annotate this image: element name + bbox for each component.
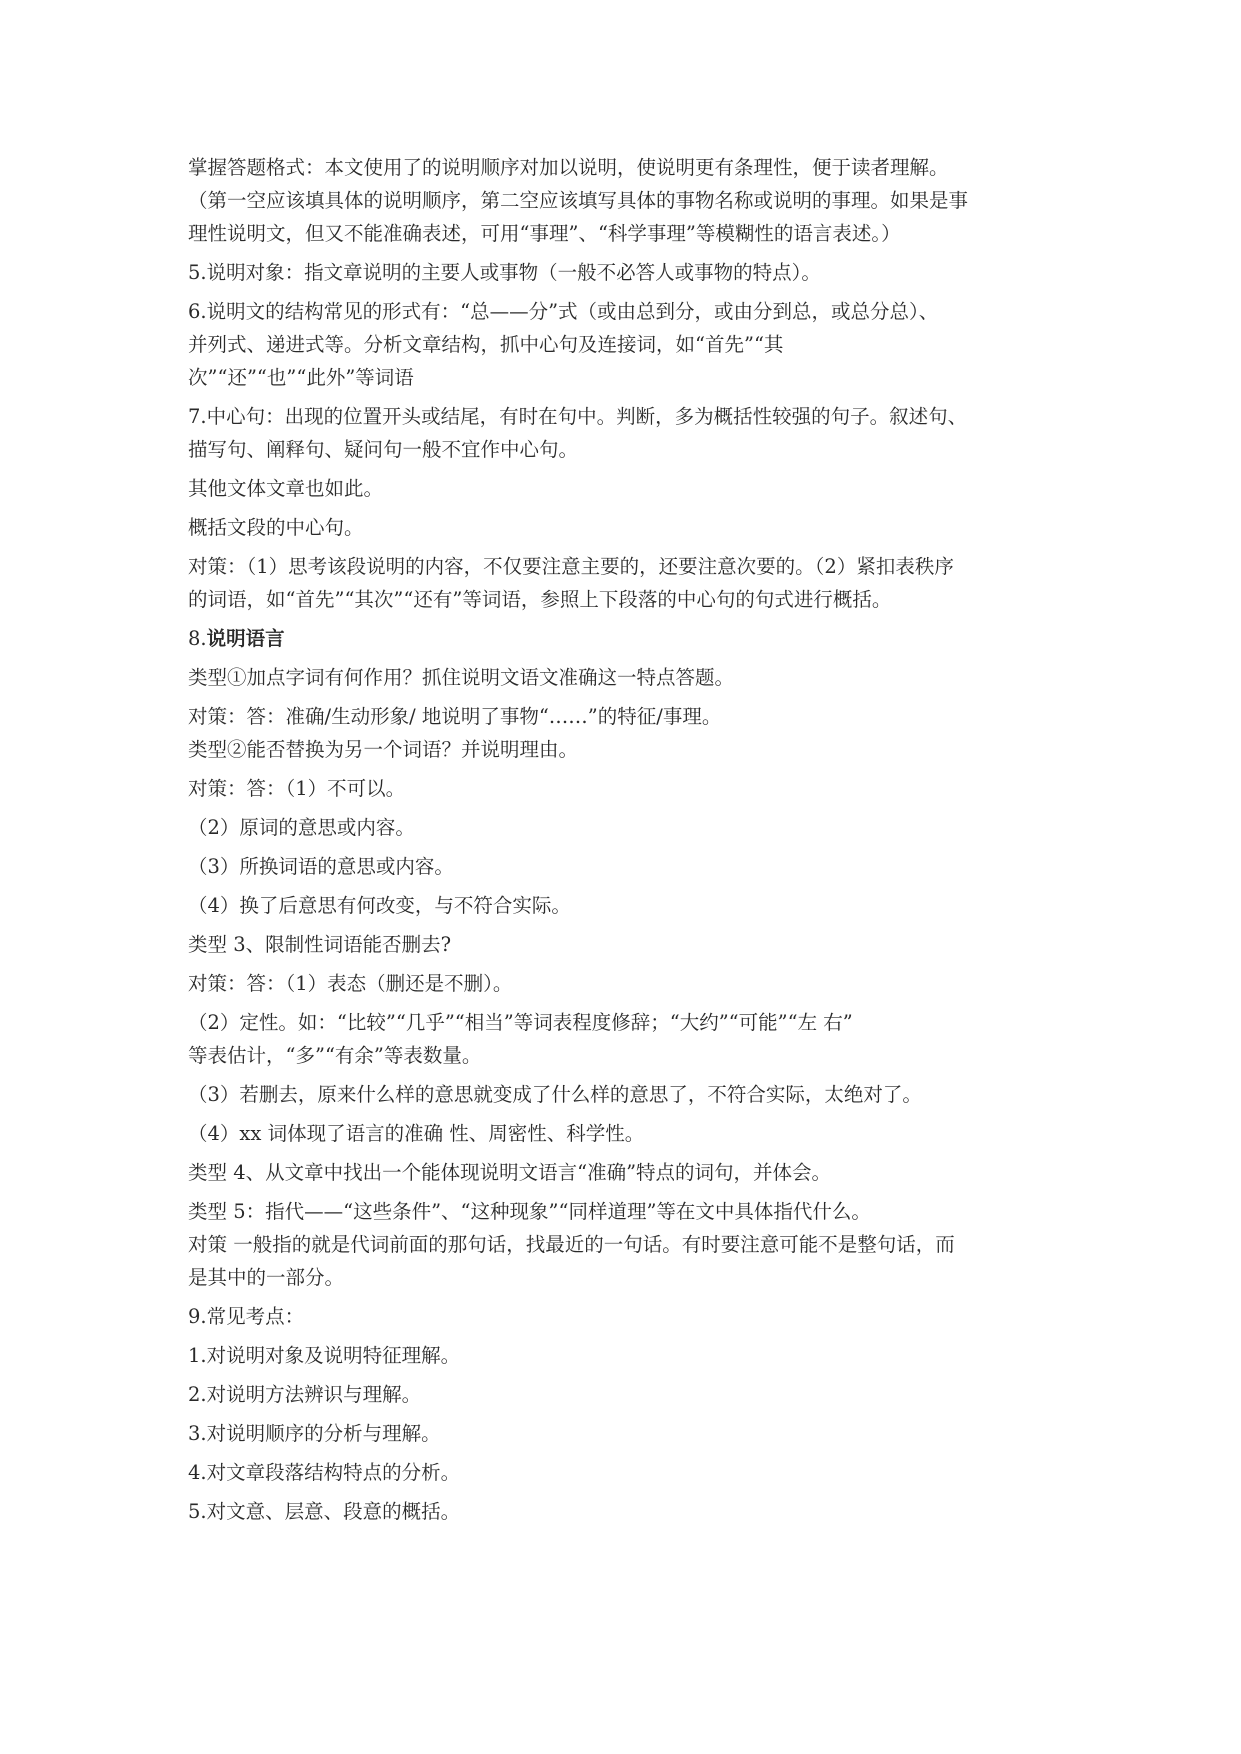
list-item: 5.对文意、层意、段意的概括。	[188, 1500, 461, 1523]
section-heading	[188, 622, 1058, 655]
text-line: 7.中心句：出现的位置开头或结尾，有时在句中。判断，多为概括性较强的句子。叙述句、	[188, 405, 968, 428]
list-item: 2.对说明方法辨识与理解。	[188, 1383, 422, 1406]
text-line: 6.说明文的结构常见的形式有：“总——分”式（或由总到分，或由分到总，或总分总）、	[188, 300, 939, 323]
text-line: 对策：答：（1）表态（删还是不删）。	[188, 972, 513, 995]
text-line: 其他文体文章也如此。	[188, 477, 384, 500]
list-item: 1.对说明对象及说明特征理解。	[188, 1344, 461, 1367]
text-line: 等表估计，“多”“有余”等表数量。	[188, 1044, 482, 1067]
text-line: 类型 4、从文章中找出一个能体现说明文语言“准确”特点的词句，并体会。	[188, 1161, 832, 1184]
text-line: （2）定性。如：“比较”“几乎”“相当”等词表程度修辞；“大约”“可能”“左 右”	[188, 1011, 853, 1034]
text-line: 类型①加点字词有何作用？抓住说明文语文准确这一特点答题。	[188, 666, 735, 689]
text-line: 9.常见考点：	[188, 1305, 305, 1328]
section-title: 说明语言	[206, 627, 285, 650]
text-line: 类型 5：指代——“这些条件”、“这种现象”“同样道理”等在文中具体指代什么。	[188, 1200, 871, 1223]
text-line: 对策：（1）思考该段说明的内容，不仅要注意主要的，还要注意次要的。（2）紧扣表秩序	[188, 555, 954, 578]
text-line: 类型②能否替换为另一个词语？并说明理由。	[188, 738, 579, 761]
document-page	[188, 151, 1058, 1528]
text-line: 次”“还”“也”“此外”等词语	[188, 366, 414, 389]
text-line: 对策：答：（1）不可以。	[188, 777, 406, 800]
text-line: 概括文段的中心句。	[188, 516, 364, 539]
text-line: （4）xx 词体现了语言的准确 性、周密性、科学性。	[188, 1122, 645, 1145]
text-line: 类型 3、限制性词语能否删去?	[188, 933, 452, 956]
text-line: （2）原词的意思或内容。	[188, 816, 415, 839]
text-line: 掌握答题格式：本文使用了的说明顺序对加以说明，使说明更有条理性，便于读者理解。	[188, 156, 949, 179]
text-line: （3）若删去，原来什么样的意思就变成了什么样的意思了，不符合实际，太绝对了。	[188, 1083, 922, 1106]
text-line: 描写句、阐释句、疑问句一般不宜作中心句。	[188, 438, 579, 461]
text-line: （4）换了后意思有何改变，与不符合实际。	[188, 894, 571, 917]
list-item: 3.对说明顺序的分析与理解。	[188, 1422, 441, 1445]
text-line: 对策：答：准确/生动形象/ 地说明了事物“……”的特征/事理。	[188, 705, 722, 728]
text-line: 的词语，如“首先”“其次”“还有”等词语，参照上下段落的中心句的句式进行概括。	[188, 588, 892, 611]
text-line: 对策 一般指的就是代词前面的那句话，找最近的一句话。有时要注意可能不是整句话，而	[188, 1233, 955, 1256]
text-line: （3）所换词语的意思或内容。	[188, 855, 454, 878]
text-line: （第一空应该填具体的说明顺序，第二空应该填写具体的事物名称或说明的事理。如果是事	[188, 189, 969, 212]
section-number: 8.	[188, 627, 207, 650]
text-line: 5.说明对象：指文章说明的主要人或事物（一般不必答人或事物的特点）。	[188, 261, 821, 284]
text-line: 理性说明文，但又不能准确表述，可用“事理”、“科学事理”等模糊性的语言表述。）	[188, 222, 901, 245]
text-line: 是其中的一部分。	[188, 1266, 345, 1289]
list-item: 4.对文章段落结构特点的分析。	[188, 1461, 461, 1484]
text-line: 并列式、递进式等。分析文章结构，抓中心句及连接词，如“首先”“其	[188, 333, 784, 356]
